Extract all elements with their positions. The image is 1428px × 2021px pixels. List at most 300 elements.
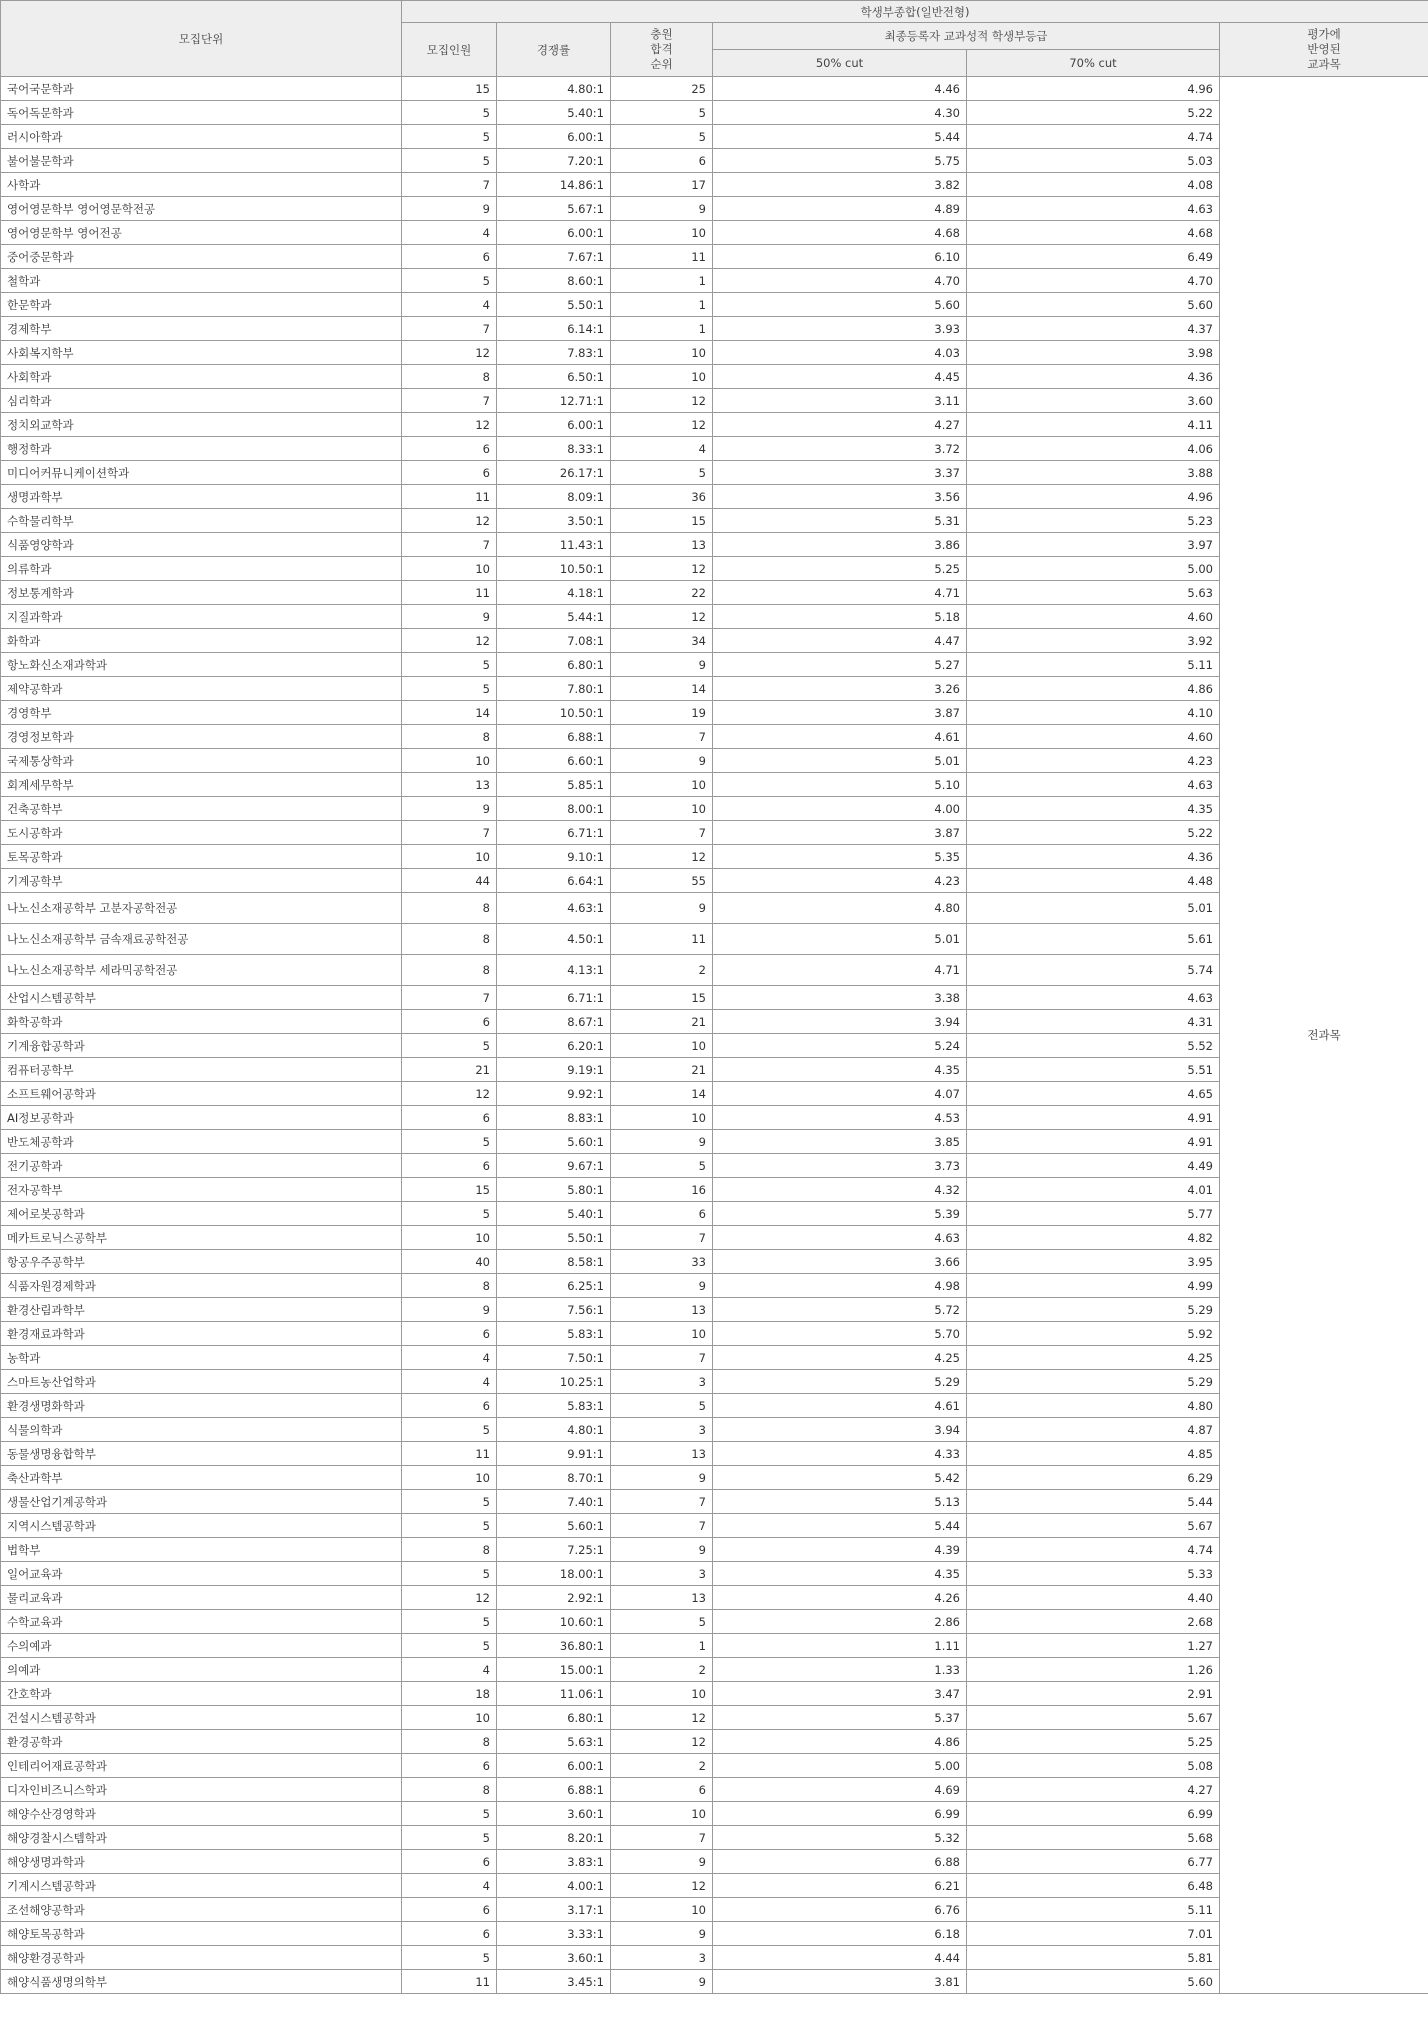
- cell-cut70: 5.51: [967, 1058, 1220, 1082]
- cell-department: 제약공학과: [1, 677, 402, 701]
- cell-cut70: 4.36: [967, 845, 1220, 869]
- cell-department: 소프트웨어공학과: [1, 1082, 402, 1106]
- table-row: [1, 221, 1428, 245]
- header-subjects: 평가에 반영된 교과목: [1220, 23, 1428, 77]
- cell-cut70: 3.98: [967, 341, 1220, 365]
- cell-ratio: 5.83:1: [497, 1394, 611, 1418]
- cell-rank: 7: [611, 821, 713, 845]
- cell-cut50: 5.42: [713, 1466, 967, 1490]
- cell-rank: 33: [611, 1250, 713, 1274]
- table-row: [1, 1634, 1428, 1658]
- cell-cut50: 5.44: [713, 1514, 967, 1538]
- cell-ratio: 18.00:1: [497, 1562, 611, 1586]
- cell-rank: 7: [611, 1514, 713, 1538]
- table-row: [1, 293, 1428, 317]
- cell-ratio: 12.71:1: [497, 389, 611, 413]
- cell-ratio: 5.67:1: [497, 197, 611, 221]
- table-row: [1, 509, 1428, 533]
- cell-department: 기계융합공학과: [1, 1034, 402, 1058]
- cell-ratio: 7.40:1: [497, 1490, 611, 1514]
- cell-department: 물리교육과: [1, 1586, 402, 1610]
- cell-rank: 3: [611, 1418, 713, 1442]
- cell-capacity: 4: [402, 1370, 497, 1394]
- cell-cut50: 4.00: [713, 797, 967, 821]
- cell-rank: 9: [611, 1922, 713, 1946]
- cell-capacity: 21: [402, 1058, 497, 1082]
- cell-ratio: 8.00:1: [497, 797, 611, 821]
- cell-ratio: 6.64:1: [497, 869, 611, 893]
- cell-department: 국어국문학과: [1, 77, 402, 101]
- table-row: [1, 1586, 1428, 1610]
- cell-capacity: 5: [402, 1130, 497, 1154]
- cell-cut50: 4.44: [713, 1946, 967, 1970]
- cell-cut70: 4.91: [967, 1106, 1220, 1130]
- cell-ratio: 7.08:1: [497, 629, 611, 653]
- cell-capacity: 8: [402, 924, 497, 955]
- cell-cut50: 5.75: [713, 149, 967, 173]
- cell-capacity: 10: [402, 1706, 497, 1730]
- cell-cut50: 5.72: [713, 1298, 967, 1322]
- cell-cut50: 5.01: [713, 924, 967, 955]
- cell-rank: 1: [611, 1634, 713, 1658]
- cell-cut70: 4.85: [967, 1442, 1220, 1466]
- cell-department: 불어불문학과: [1, 149, 402, 173]
- cell-rank: 10: [611, 1898, 713, 1922]
- cell-cut70: 1.27: [967, 1634, 1220, 1658]
- cell-capacity: 5: [402, 125, 497, 149]
- cell-rank: 10: [611, 773, 713, 797]
- cell-ratio: 7.56:1: [497, 1298, 611, 1322]
- cell-cut50: 4.25: [713, 1346, 967, 1370]
- cell-cut50: 3.87: [713, 821, 967, 845]
- table-row: [1, 1274, 1428, 1298]
- cell-capacity: 15: [402, 77, 497, 101]
- cell-rank: 10: [611, 1034, 713, 1058]
- cell-rank: 34: [611, 629, 713, 653]
- cell-capacity: 5: [402, 653, 497, 677]
- cell-capacity: 5: [402, 1418, 497, 1442]
- cell-capacity: 5: [402, 1034, 497, 1058]
- cell-rank: 9: [611, 197, 713, 221]
- table-row: [1, 245, 1428, 269]
- cell-department: 지질과학과: [1, 605, 402, 629]
- cell-capacity: 10: [402, 845, 497, 869]
- cell-capacity: 11: [402, 581, 497, 605]
- cell-cut50: 3.87: [713, 701, 967, 725]
- cell-cut50: 4.70: [713, 269, 967, 293]
- table-row: [1, 1706, 1428, 1730]
- cell-cut50: 5.00: [713, 1754, 967, 1778]
- table-row: [1, 1610, 1428, 1634]
- cell-department: 축산과학부: [1, 1466, 402, 1490]
- cell-rank: 3: [611, 1370, 713, 1394]
- cell-ratio: 6.80:1: [497, 653, 611, 677]
- cell-department: 해양환경공학과: [1, 1946, 402, 1970]
- cell-cut70: 4.48: [967, 869, 1220, 893]
- table-row: [1, 101, 1428, 125]
- cell-cut70: 6.48: [967, 1874, 1220, 1898]
- cell-cut70: 4.68: [967, 221, 1220, 245]
- header-ratio: 경쟁률: [497, 23, 611, 77]
- table-row: [1, 1946, 1428, 1970]
- cell-capacity: 5: [402, 101, 497, 125]
- cell-ratio: 3.60:1: [497, 1802, 611, 1826]
- table-row: [1, 125, 1428, 149]
- cell-ratio: 8.33:1: [497, 437, 611, 461]
- cell-rank: 9: [611, 1130, 713, 1154]
- cell-ratio: 6.71:1: [497, 986, 611, 1010]
- table-row: [1, 1490, 1428, 1514]
- cell-cut70: 4.08: [967, 173, 1220, 197]
- cell-department: 동물생명융합학부: [1, 1442, 402, 1466]
- table-row: [1, 845, 1428, 869]
- cell-rank: 5: [611, 101, 713, 125]
- table-row: [1, 605, 1428, 629]
- cell-rank: 15: [611, 509, 713, 533]
- cell-cut70: 5.67: [967, 1706, 1220, 1730]
- cell-department: 법학부: [1, 1538, 402, 1562]
- cell-cut50: 4.98: [713, 1274, 967, 1298]
- cell-cut70: 5.61: [967, 924, 1220, 955]
- table-row: [1, 773, 1428, 797]
- cell-capacity: 6: [402, 1106, 497, 1130]
- cell-cut50: 3.37: [713, 461, 967, 485]
- cell-rank: 5: [611, 1610, 713, 1634]
- cell-ratio: 7.83:1: [497, 341, 611, 365]
- table-row: [1, 1562, 1428, 1586]
- table-row: [1, 986, 1428, 1010]
- cell-cut50: 4.63: [713, 1226, 967, 1250]
- cell-rank: 4: [611, 437, 713, 461]
- cell-rank: 9: [611, 1274, 713, 1298]
- cell-cut70: 6.49: [967, 245, 1220, 269]
- cell-cut70: 5.08: [967, 1754, 1220, 1778]
- table-row: [1, 1442, 1428, 1466]
- table-row: [1, 365, 1428, 389]
- cell-capacity: 12: [402, 629, 497, 653]
- cell-capacity: 8: [402, 893, 497, 924]
- cell-ratio: 6.25:1: [497, 1274, 611, 1298]
- cell-rank: 1: [611, 269, 713, 293]
- cell-rank: 12: [611, 389, 713, 413]
- table-row: [1, 869, 1428, 893]
- table-row: [1, 1010, 1428, 1034]
- cell-ratio: 9.10:1: [497, 845, 611, 869]
- cell-cut50: 5.37: [713, 1706, 967, 1730]
- cell-department: 생명과학부: [1, 485, 402, 509]
- cell-rank: 19: [611, 701, 713, 725]
- cell-capacity: 4: [402, 1658, 497, 1682]
- cell-rank: 21: [611, 1010, 713, 1034]
- table-row: [1, 269, 1428, 293]
- cell-department: 전자공학부: [1, 1178, 402, 1202]
- cell-cut70: 4.96: [967, 485, 1220, 509]
- cell-ratio: 10.60:1: [497, 1610, 611, 1634]
- cell-cut50: 6.10: [713, 245, 967, 269]
- table-row: [1, 749, 1428, 773]
- table-row: [1, 1226, 1428, 1250]
- header-grade-group: 최종등록자 교과성적 학생부등급: [713, 23, 1220, 50]
- cell-cut70: 3.60: [967, 389, 1220, 413]
- cell-rank: 11: [611, 924, 713, 955]
- cell-cut70: 4.82: [967, 1226, 1220, 1250]
- cell-rank: 25: [611, 77, 713, 101]
- cell-department: 조선해양공학과: [1, 1898, 402, 1922]
- cell-cut70: 4.87: [967, 1418, 1220, 1442]
- cell-rank: 7: [611, 1490, 713, 1514]
- cell-department: 정보통계학과: [1, 581, 402, 605]
- cell-capacity: 8: [402, 1778, 497, 1802]
- cell-cut50: 5.29: [713, 1370, 967, 1394]
- cell-capacity: 6: [402, 1898, 497, 1922]
- cell-cut70: 4.91: [967, 1130, 1220, 1154]
- cell-department: 회계세무학부: [1, 773, 402, 797]
- cell-cut50: 6.18: [713, 1922, 967, 1946]
- cell-department: 영어영문학부 영어전공: [1, 221, 402, 245]
- cell-cut50: 4.27: [713, 413, 967, 437]
- cell-department: 수학교육과: [1, 1610, 402, 1634]
- cell-cut50: 5.35: [713, 845, 967, 869]
- cell-capacity: 13: [402, 773, 497, 797]
- cell-department: 한문학과: [1, 293, 402, 317]
- table-row: [1, 581, 1428, 605]
- cell-capacity: 40: [402, 1250, 497, 1274]
- cell-cut50: 5.44: [713, 125, 967, 149]
- cell-cut50: 1.33: [713, 1658, 967, 1682]
- cell-capacity: 12: [402, 1082, 497, 1106]
- cell-ratio: 7.25:1: [497, 1538, 611, 1562]
- cell-cut70: 5.22: [967, 821, 1220, 845]
- table-row: [1, 629, 1428, 653]
- cell-capacity: 5: [402, 1562, 497, 1586]
- cell-cut50: 4.26: [713, 1586, 967, 1610]
- cell-capacity: 6: [402, 245, 497, 269]
- table-row: [1, 797, 1428, 821]
- cell-capacity: 5: [402, 1826, 497, 1850]
- cell-capacity: 6: [402, 1322, 497, 1346]
- cell-ratio: 6.00:1: [497, 125, 611, 149]
- table-row: [1, 461, 1428, 485]
- cell-cut70: 4.63: [967, 986, 1220, 1010]
- cell-cut70: 4.63: [967, 197, 1220, 221]
- cell-ratio: 6.00:1: [497, 413, 611, 437]
- cell-ratio: 3.45:1: [497, 1970, 611, 1994]
- cell-department: 간호학과: [1, 1682, 402, 1706]
- cell-cut50: 4.68: [713, 221, 967, 245]
- cell-ratio: 5.83:1: [497, 1322, 611, 1346]
- cell-cut50: 3.26: [713, 677, 967, 701]
- cell-ratio: 4.13:1: [497, 955, 611, 986]
- cell-ratio: 6.00:1: [497, 221, 611, 245]
- cell-capacity: 11: [402, 1970, 497, 1994]
- cell-capacity: 7: [402, 821, 497, 845]
- cell-cut50: 5.01: [713, 749, 967, 773]
- cell-department: 지역시스템공학과: [1, 1514, 402, 1538]
- cell-cut50: 4.03: [713, 341, 967, 365]
- cell-capacity: 6: [402, 1754, 497, 1778]
- cell-cut70: 5.44: [967, 1490, 1220, 1514]
- cell-rank: 12: [611, 557, 713, 581]
- cell-ratio: 9.92:1: [497, 1082, 611, 1106]
- cell-department: 경제학부: [1, 317, 402, 341]
- cell-capacity: 7: [402, 533, 497, 557]
- cell-rank: 9: [611, 749, 713, 773]
- cell-department: 수의예과: [1, 1634, 402, 1658]
- cell-rank: 15: [611, 986, 713, 1010]
- cell-rank: 10: [611, 1802, 713, 1826]
- cell-department: 식품영양학과: [1, 533, 402, 557]
- cell-rank: 3: [611, 1946, 713, 1970]
- cell-cut70: 7.01: [967, 1922, 1220, 1946]
- table-row: [1, 1802, 1428, 1826]
- table-row: [1, 1778, 1428, 1802]
- cell-cut50: 4.35: [713, 1058, 967, 1082]
- cell-department: 해양생명과학과: [1, 1850, 402, 1874]
- cell-capacity: 8: [402, 365, 497, 389]
- cell-rank: 7: [611, 1826, 713, 1850]
- cell-ratio: 2.92:1: [497, 1586, 611, 1610]
- table-row: [1, 437, 1428, 461]
- cell-rank: 2: [611, 1754, 713, 1778]
- cell-ratio: 8.67:1: [497, 1010, 611, 1034]
- cell-ratio: 4.80:1: [497, 77, 611, 101]
- cell-cut50: 4.46: [713, 77, 967, 101]
- cell-rank: 7: [611, 1346, 713, 1370]
- cell-cut50: 5.39: [713, 1202, 967, 1226]
- table-row: [1, 701, 1428, 725]
- cell-rank: 13: [611, 1586, 713, 1610]
- cell-rank: 9: [611, 1466, 713, 1490]
- table-row: [1, 1178, 1428, 1202]
- cell-rank: 55: [611, 869, 713, 893]
- cell-rank: 6: [611, 1202, 713, 1226]
- cell-cut50: 6.76: [713, 1898, 967, 1922]
- cell-capacity: 8: [402, 1274, 497, 1298]
- cell-cut50: 5.10: [713, 773, 967, 797]
- cell-capacity: 5: [402, 269, 497, 293]
- cell-rank: 12: [611, 1706, 713, 1730]
- cell-department: 기계시스템공학과: [1, 1874, 402, 1898]
- cell-capacity: 6: [402, 1922, 497, 1946]
- cell-department: 국제통상학과: [1, 749, 402, 773]
- table-row: [1, 173, 1428, 197]
- cell-cut50: 5.13: [713, 1490, 967, 1514]
- cell-department: 경영정보학과: [1, 725, 402, 749]
- cell-cut70: 4.35: [967, 797, 1220, 821]
- cell-department: 미디어커뮤니케이션학과: [1, 461, 402, 485]
- cell-cut70: 4.25: [967, 1346, 1220, 1370]
- cell-rank: 10: [611, 365, 713, 389]
- cell-cut50: 4.30: [713, 101, 967, 125]
- cell-cut70: 5.77: [967, 1202, 1220, 1226]
- table-row: [1, 1034, 1428, 1058]
- cell-capacity: 5: [402, 1634, 497, 1658]
- cell-ratio: 5.40:1: [497, 101, 611, 125]
- cell-department: 사회학과: [1, 365, 402, 389]
- table-row: [1, 893, 1428, 924]
- cell-department: 러시아학과: [1, 125, 402, 149]
- cell-capacity: 9: [402, 605, 497, 629]
- cell-cut70: 5.00: [967, 557, 1220, 581]
- cell-cut70: 4.27: [967, 1778, 1220, 1802]
- cell-cut70: 1.26: [967, 1658, 1220, 1682]
- cell-ratio: 5.60:1: [497, 1130, 611, 1154]
- cell-cut50: 3.66: [713, 1250, 967, 1274]
- cell-cut70: 5.67: [967, 1514, 1220, 1538]
- cell-ratio: 8.70:1: [497, 1466, 611, 1490]
- table-row: [1, 1202, 1428, 1226]
- cell-cut50: 2.86: [713, 1610, 967, 1634]
- cell-rank: 10: [611, 221, 713, 245]
- cell-department: 인테리어재료공학과: [1, 1754, 402, 1778]
- cell-capacity: 6: [402, 1010, 497, 1034]
- cell-department: 농학과: [1, 1346, 402, 1370]
- table-row: [1, 1346, 1428, 1370]
- cell-capacity: 9: [402, 1298, 497, 1322]
- cell-rank: 12: [611, 605, 713, 629]
- cell-cut50: 4.69: [713, 1778, 967, 1802]
- header-group: 학생부종합(일반전형): [402, 1, 1428, 23]
- cell-rank: 5: [611, 461, 713, 485]
- cell-department: 건축공학부: [1, 797, 402, 821]
- cell-ratio: 6.88:1: [497, 1778, 611, 1802]
- table-row: [1, 1466, 1428, 1490]
- cell-capacity: 4: [402, 1346, 497, 1370]
- cell-rank: 9: [611, 893, 713, 924]
- cell-cut50: 4.35: [713, 1562, 967, 1586]
- cell-rank: 10: [611, 797, 713, 821]
- cell-department: 환경생명화학과: [1, 1394, 402, 1418]
- cell-rank: 12: [611, 1730, 713, 1754]
- cell-ratio: 15.00:1: [497, 1658, 611, 1682]
- cell-ratio: 5.60:1: [497, 1514, 611, 1538]
- cell-cut50: 3.72: [713, 437, 967, 461]
- cell-department: AI정보공학과: [1, 1106, 402, 1130]
- cell-ratio: 8.83:1: [497, 1106, 611, 1130]
- cell-capacity: 5: [402, 1610, 497, 1634]
- cell-ratio: 9.67:1: [497, 1154, 611, 1178]
- cell-department: 나노신소재공학부 금속재료공학전공: [1, 924, 402, 955]
- table-row: [1, 1322, 1428, 1346]
- cell-cut50: 3.94: [713, 1418, 967, 1442]
- cell-department: 건설시스템공학과: [1, 1706, 402, 1730]
- cell-cut50: 3.81: [713, 1970, 967, 1994]
- cell-cut70: 5.11: [967, 653, 1220, 677]
- cell-capacity: 4: [402, 221, 497, 245]
- cell-department: 해양토목공학과: [1, 1922, 402, 1946]
- cell-ratio: 36.80:1: [497, 1634, 611, 1658]
- cell-cut70: 4.37: [967, 317, 1220, 341]
- cell-capacity: 6: [402, 437, 497, 461]
- cell-cut70: 5.01: [967, 893, 1220, 924]
- cell-department: 디자인비즈니스학과: [1, 1778, 402, 1802]
- header-cut70: 70% cut: [967, 50, 1220, 77]
- cell-rank: 12: [611, 1874, 713, 1898]
- table-row: [1, 1922, 1428, 1946]
- cell-cut50: 3.47: [713, 1682, 967, 1706]
- table-row: [1, 1730, 1428, 1754]
- cell-cut70: 4.10: [967, 701, 1220, 725]
- cell-ratio: 10.25:1: [497, 1370, 611, 1394]
- cell-ratio: 4.18:1: [497, 581, 611, 605]
- table-row: [1, 1250, 1428, 1274]
- table-row: [1, 1898, 1428, 1922]
- table-row: [1, 533, 1428, 557]
- cell-department: 사학과: [1, 173, 402, 197]
- table-row: [1, 317, 1428, 341]
- cell-cut50: 3.94: [713, 1010, 967, 1034]
- cell-rank: 1: [611, 317, 713, 341]
